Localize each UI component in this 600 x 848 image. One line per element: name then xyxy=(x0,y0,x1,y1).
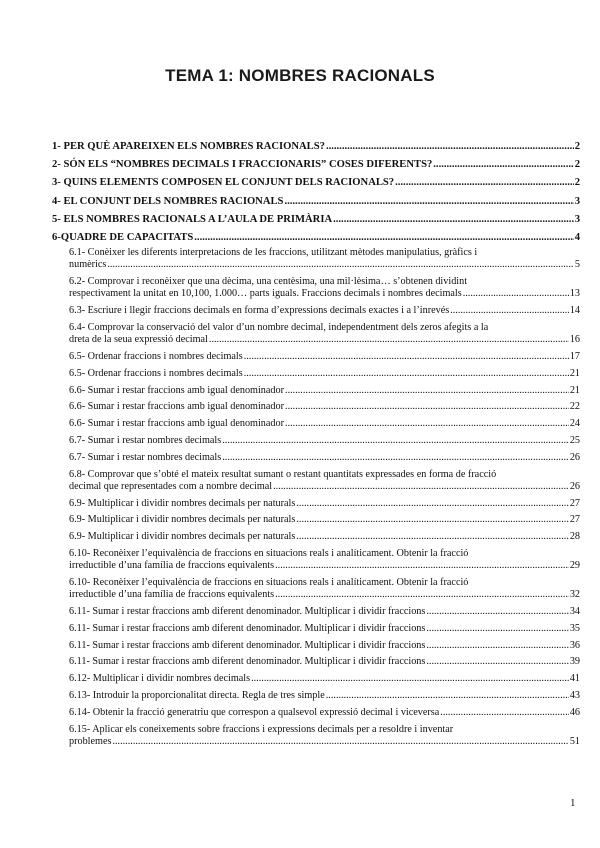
toc-page-number: 3 xyxy=(574,213,580,225)
toc-dot-leader xyxy=(296,498,568,510)
toc-subsection-entry[interactable] xyxy=(52,623,580,635)
toc-subsection-entry[interactable] xyxy=(52,514,580,526)
toc-subsection-entry[interactable] xyxy=(52,640,580,652)
toc-entry-text: 6.9- Multiplicar i dividir nombres decimals per naturals xyxy=(69,514,296,526)
toc-entry-text: 6.13- Introduir la proporcionalitat directa. Regla de tres simple xyxy=(69,689,325,701)
toc-page-number: 2 xyxy=(574,159,580,171)
toc-page-number: 34 xyxy=(569,605,580,617)
toc-subsection-entry[interactable] xyxy=(52,276,580,300)
toc-page-number: 27 xyxy=(569,514,580,526)
toc-dot-leader xyxy=(296,514,568,526)
toc-entry-text: irreductible d’una família de fraccions equivalents xyxy=(69,560,275,572)
toc-subsection-entry[interactable] xyxy=(52,498,580,510)
toc-page-number: 26 xyxy=(569,480,580,492)
toc-page-number: 41 xyxy=(569,673,580,685)
toc-dot-leader xyxy=(450,305,569,317)
toc-page-number: 5 xyxy=(574,259,580,271)
toc-subsection-entry[interactable] xyxy=(52,548,580,572)
table-of-contents xyxy=(52,138,580,753)
toc-page-number: 3 xyxy=(574,195,580,207)
toc-dot-leader xyxy=(285,385,569,397)
toc-entry-text: 6.7- Sumar i restar nombres decimals xyxy=(69,451,222,463)
toc-dot-leader xyxy=(395,174,574,192)
toc-subsection-entry[interactable] xyxy=(52,368,580,380)
toc-entry-text: 6.6- Sumar i restar fraccions amb igual denominador xyxy=(69,401,285,413)
toc-section-entry[interactable] xyxy=(52,211,580,229)
toc-dot-leader xyxy=(222,435,569,447)
toc-subsection-entry[interactable] xyxy=(52,724,580,748)
toc-dot-leader xyxy=(275,560,569,572)
toc-entry-text: 6-QUADRE DE CAPACITATS xyxy=(52,232,194,244)
toc-dot-leader xyxy=(251,673,569,685)
toc-page-number: 22 xyxy=(569,401,580,413)
toc-dot-leader xyxy=(463,288,569,300)
toc-page-number: 26 xyxy=(569,451,580,463)
toc-dot-leader xyxy=(326,690,569,702)
toc-section-entry[interactable] xyxy=(52,138,580,156)
toc-dot-leader xyxy=(194,229,573,247)
toc-dot-leader xyxy=(426,640,568,652)
toc-page-number: 21 xyxy=(569,367,580,379)
toc-dot-leader xyxy=(244,351,569,363)
toc-entry-text: 6.11- Sumar i restar fraccions amb diferent denominador. Multiplicar i dividir fraccions xyxy=(69,639,426,651)
toc-subsection-entry[interactable] xyxy=(52,577,580,601)
toc-section-entry[interactable] xyxy=(52,229,580,247)
toc-page-number: 35 xyxy=(569,622,580,634)
toc-page-number: 14 xyxy=(569,305,580,317)
toc-dot-leader xyxy=(107,259,574,271)
toc-page-number: 36 xyxy=(569,639,580,651)
toc-dot-leader xyxy=(326,138,574,156)
toc-entry-text-line1: 6.15- Aplicar els coneixements sobre fraccions i expressions decimals per a resoldre i inventar xyxy=(69,723,454,735)
toc-entry-text: decimal que representades com a nombre decimal xyxy=(69,480,273,492)
toc-entry-text: 6.6- Sumar i restar fraccions amb igual denominador xyxy=(69,384,285,396)
toc-dot-leader xyxy=(244,368,569,380)
toc-page-number: 24 xyxy=(569,418,580,430)
toc-dot-leader xyxy=(112,736,568,748)
toc-dot-leader xyxy=(333,211,574,229)
toc-dot-leader xyxy=(275,589,569,601)
toc-subsection-entry[interactable] xyxy=(52,418,580,430)
toc-entry-text-line1: 6.10- Reconèixer l’equivalència de fraccions en situacions reals i analíticament. Obtenir la fracció xyxy=(69,547,469,559)
toc-dot-leader xyxy=(433,156,573,174)
toc-subsection-entry[interactable] xyxy=(52,673,580,685)
toc-entry-text-line1: 6.8- Comprovar que s’obté el mateix resultat sumant o restant quantitats expressades en forma de fracció xyxy=(69,468,497,480)
toc-dot-leader xyxy=(285,401,569,413)
toc-entry-text: dreta de la seua expressió decimal xyxy=(69,334,208,346)
toc-entry-text: 6.11- Sumar i restar fraccions amb diferent denominador. Multiplicar i dividir fraccions xyxy=(69,656,426,668)
toc-subsection-entry[interactable] xyxy=(52,385,580,397)
toc-subsection-entry[interactable] xyxy=(52,690,580,702)
toc-entry-text: 6.5- Ordenar fraccions i nombres decimals xyxy=(69,367,243,379)
toc-entry-text: 6.11- Sumar i restar fraccions amb diferent denominador. Multiplicar i dividir fraccions xyxy=(69,622,426,634)
toc-subsection-entry[interactable] xyxy=(52,322,580,346)
toc-page-number: 13 xyxy=(569,288,580,300)
toc-entry-text: 6.9- Multiplicar i dividir nombres decimals per naturals xyxy=(69,531,296,543)
toc-page-number: 21 xyxy=(569,384,580,396)
toc-page-number: 43 xyxy=(569,689,580,701)
toc-dot-leader xyxy=(426,623,568,635)
toc-section-entry[interactable] xyxy=(52,156,580,174)
toc-dot-leader xyxy=(285,418,569,430)
toc-subsection-entry[interactable] xyxy=(52,469,580,493)
toc-subsection-entry[interactable] xyxy=(52,606,580,618)
toc-entry-text: 6.6- Sumar i restar fraccions amb igual denominador xyxy=(69,418,285,430)
toc-entry-text: numèrics xyxy=(69,259,107,271)
toc-dot-leader xyxy=(440,707,569,719)
toc-page-number: 28 xyxy=(569,531,580,543)
toc-dot-leader xyxy=(284,193,573,211)
toc-entry-text: 6.7- Sumar i restar nombres decimals xyxy=(69,435,222,446)
toc-entry-text: 6.12- Multiplicar i dividir nombres decimals xyxy=(69,673,251,685)
toc-page-number: 46 xyxy=(569,706,580,718)
toc-subsection-entry[interactable] xyxy=(52,435,580,447)
toc-dot-leader xyxy=(426,606,568,618)
toc-page-number: 25 xyxy=(569,435,580,446)
toc-dot-leader xyxy=(273,481,569,493)
toc-entry-text: 1- PER QUÈ APAREIXEN ELS NOMBRES RACIONALS? xyxy=(52,141,325,152)
toc-entry-text: 6.5- Ordenar fraccions i nombres decimals xyxy=(69,351,243,363)
toc-entry-text: 6.11- Sumar i restar fraccions amb diferent denominador. Multiplicar i dividir fraccions xyxy=(69,605,426,617)
toc-subsection-entry[interactable] xyxy=(52,305,580,317)
page-number: 1 xyxy=(570,797,576,809)
toc-page-number: 17 xyxy=(569,351,580,363)
toc-entry-text-line1: 6.10- Reconèixer l’equivalència de fraccions en situacions reals i analíticament. Obtenir la fracció xyxy=(69,576,469,588)
toc-page-number: 27 xyxy=(569,497,580,509)
toc-page-number: 51 xyxy=(569,735,580,747)
page-title: TEMA 1: NOMBRES RACIONALS xyxy=(165,66,435,85)
toc-entry-text-line1: 6.4- Comprovar la conservació del valor d’un nombre decimal, independentment dels zeros afegits a la xyxy=(69,322,489,334)
toc-entry-text: 4- EL CONJUNT DELS NOMBRES RACIONALS xyxy=(52,195,284,207)
toc-entry-text: 6.14- Obtenir la fracció generatriu que correspon a qualsevol expressió decimal i viceversa xyxy=(69,706,440,718)
toc-page-number: 29 xyxy=(569,560,580,572)
toc-entry-text-line1: 6.1- Conèixer les diferents interpretacions de les fraccions, utilitzant mètodes manipulatius, gràfics i xyxy=(69,247,478,259)
toc-dot-leader xyxy=(296,531,568,543)
toc-dot-leader xyxy=(426,656,568,668)
toc-section-entry[interactable] xyxy=(52,193,580,211)
toc-entry-text: 6.9- Multiplicar i dividir nombres decimals per naturals xyxy=(69,497,296,509)
toc-dot-leader xyxy=(222,452,569,464)
toc-subsection-entry[interactable] xyxy=(52,707,580,719)
toc-entry-text: 3- QUINS ELEMENTS COMPOSEN EL CONJUNT DELS RACIONALS? xyxy=(52,177,395,189)
toc-entry-text: 5- ELS NOMBRES RACIONALS A L’AULA DE PRIMÀRIA xyxy=(52,213,333,225)
toc-entry-text: respectivament la unitat en 10,100, 1.000… parts iguals. Fraccions decimals i nombres decimals xyxy=(69,288,462,300)
toc-page-number: 2 xyxy=(574,177,580,189)
toc-entry-text: 2- SÓN ELS “NOMBRES DECIMALS I FRACCIONARIS” COSES DIFERENTS? xyxy=(52,159,433,171)
toc-subsection-entry[interactable] xyxy=(52,401,580,413)
toc-page-number: 2 xyxy=(574,141,580,152)
toc-entry-text: problemes xyxy=(69,735,112,747)
toc-dot-leader xyxy=(209,334,569,346)
toc-page-number: 16 xyxy=(569,334,580,346)
toc-page-number: 4 xyxy=(574,232,580,244)
toc-page-number: 32 xyxy=(569,589,580,601)
toc-subsection-entry[interactable] xyxy=(52,656,580,668)
toc-entry-text-line1: 6.2- Comprovar i reconèixer que una dècima, una centèsima, una mil·lèsima… s’obtenen dividint xyxy=(69,276,468,288)
toc-subsection-entry[interactable] xyxy=(52,351,580,363)
toc-subsection-entry[interactable] xyxy=(52,531,580,543)
toc-entry-text: irreductible d’una família de fraccions equivalents xyxy=(69,589,275,601)
toc-section-entry[interactable] xyxy=(52,174,580,192)
toc-page-number: 39 xyxy=(569,656,580,668)
toc-entry-text: 6.3- Escriure i llegir fraccions decimals en forma d’expressions decimals exactes i a l’inrevés xyxy=(69,305,450,317)
toc-subsection-entry[interactable] xyxy=(52,247,580,271)
toc-subsection-entry[interactable] xyxy=(52,452,580,464)
